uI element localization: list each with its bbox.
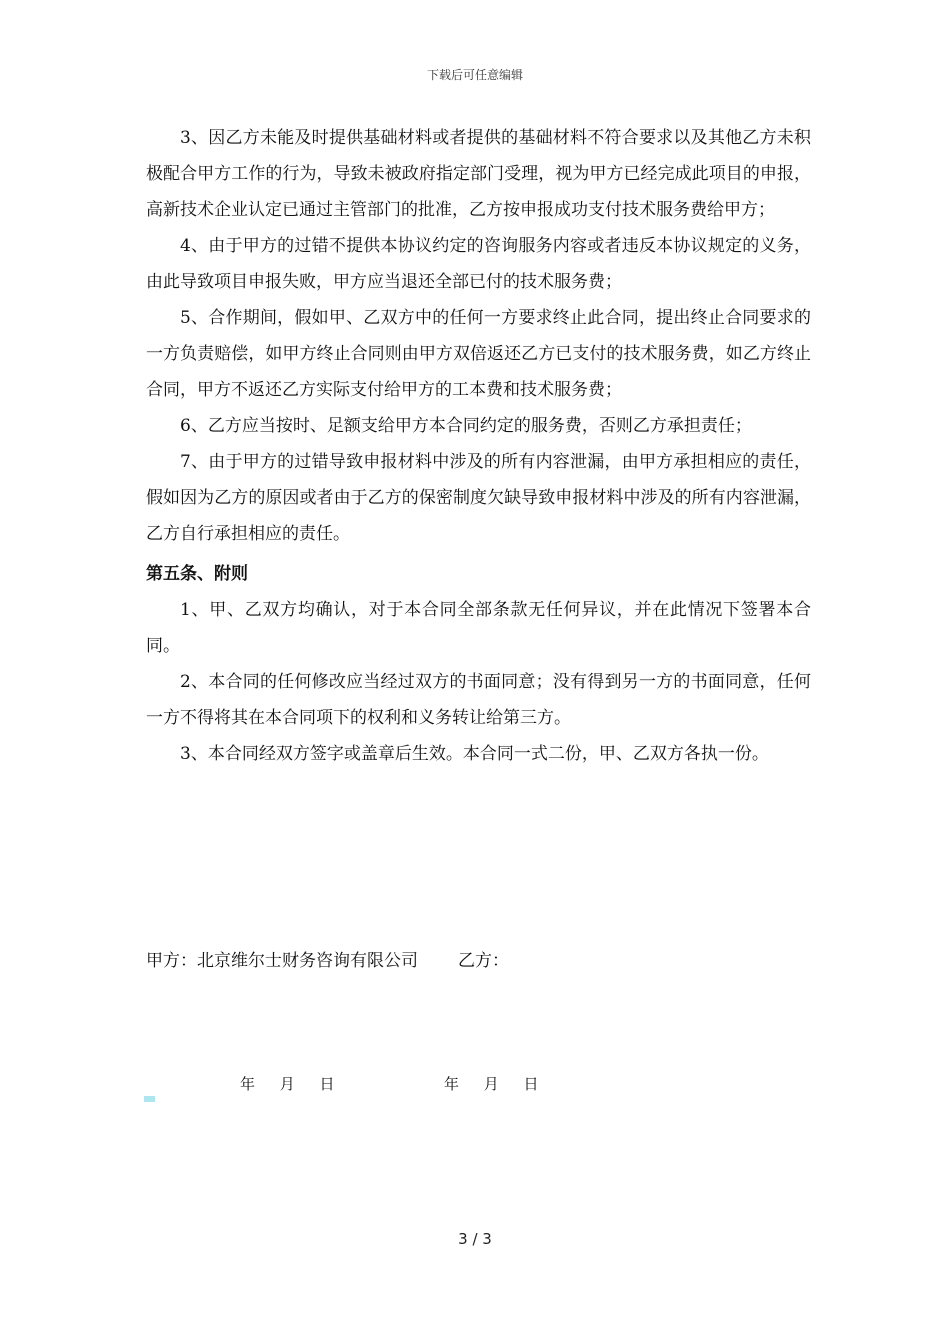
- clause-item: 3、本合同经双方签字或盖章后生效。本合同一式二份，甲、乙双方各执一份。: [180, 744, 769, 764]
- party-a-date: 年 月 日: [240, 1075, 345, 1093]
- clause-item: 2、本合同的任何修改应当经过双方的书面同意；没有得到另一方的书面同意，任何一方不得将其在本合同项下的权利和义务转让给第三方。: [146, 672, 811, 728]
- text-cursor-marker: [144, 1096, 155, 1102]
- document-body: [146, 120, 811, 772]
- clause-item: 3、因乙方未能及时提供基础材料或者提供的基础材料不符合要求以及其他乙方未积极配合甲方工作的行为，导致未被政府指定部门受理，视为甲方已经完成此项目的申报，高新技术企业认定已通过主管部门的批准，乙方按申报成功支付技术服务费给甲方；: [146, 128, 811, 220]
- section-heading: 第五条、附则: [146, 564, 248, 584]
- party-b-date: 年 月 日: [444, 1075, 549, 1093]
- page-header: 下载后可任意编辑: [426, 68, 523, 82]
- signature-row: [146, 946, 509, 976]
- page-number: 3 / 3: [458, 1230, 492, 1248]
- clause-item: 7、由于甲方的过错导致申报材料中涉及的所有内容泄漏，由甲方承担相应的责任，假如因为乙方的原因或者由于乙方的保密制度欠缺导致申报材料中涉及的所有内容泄漏，乙方自行承担相应的责任。: [146, 452, 811, 544]
- clause-item: 6、乙方应当按时、足额支给甲方本合同约定的服务费，否则乙方承担责任；: [180, 416, 752, 436]
- clause-item: 5、合作期间，假如甲、乙双方中的任何一方要求终止此合同，提出终止合同要求的一方负责赔偿，如甲方终止合同则由甲方双倍返还乙方已支付的技术服务费，如乙方终止合同，甲方不返还乙方实际支付给甲方的工本费和技术服务费；: [146, 308, 811, 400]
- clause-item: 4、由于甲方的过错不提供本协议约定的咨询服务内容或者违反本协议规定的义务，由此导致项目申报失败，甲方应当退还全部已付的技术服务费；: [146, 236, 811, 292]
- party-a-signature: 甲方：北京维尔士财务咨询有限公司: [146, 951, 418, 971]
- clause-item: 1、甲、乙双方均确认，对于本合同全部条款无任何异议，并在此情况下签署本合同。: [146, 600, 811, 656]
- party-b-signature: 乙方：: [458, 951, 509, 971]
